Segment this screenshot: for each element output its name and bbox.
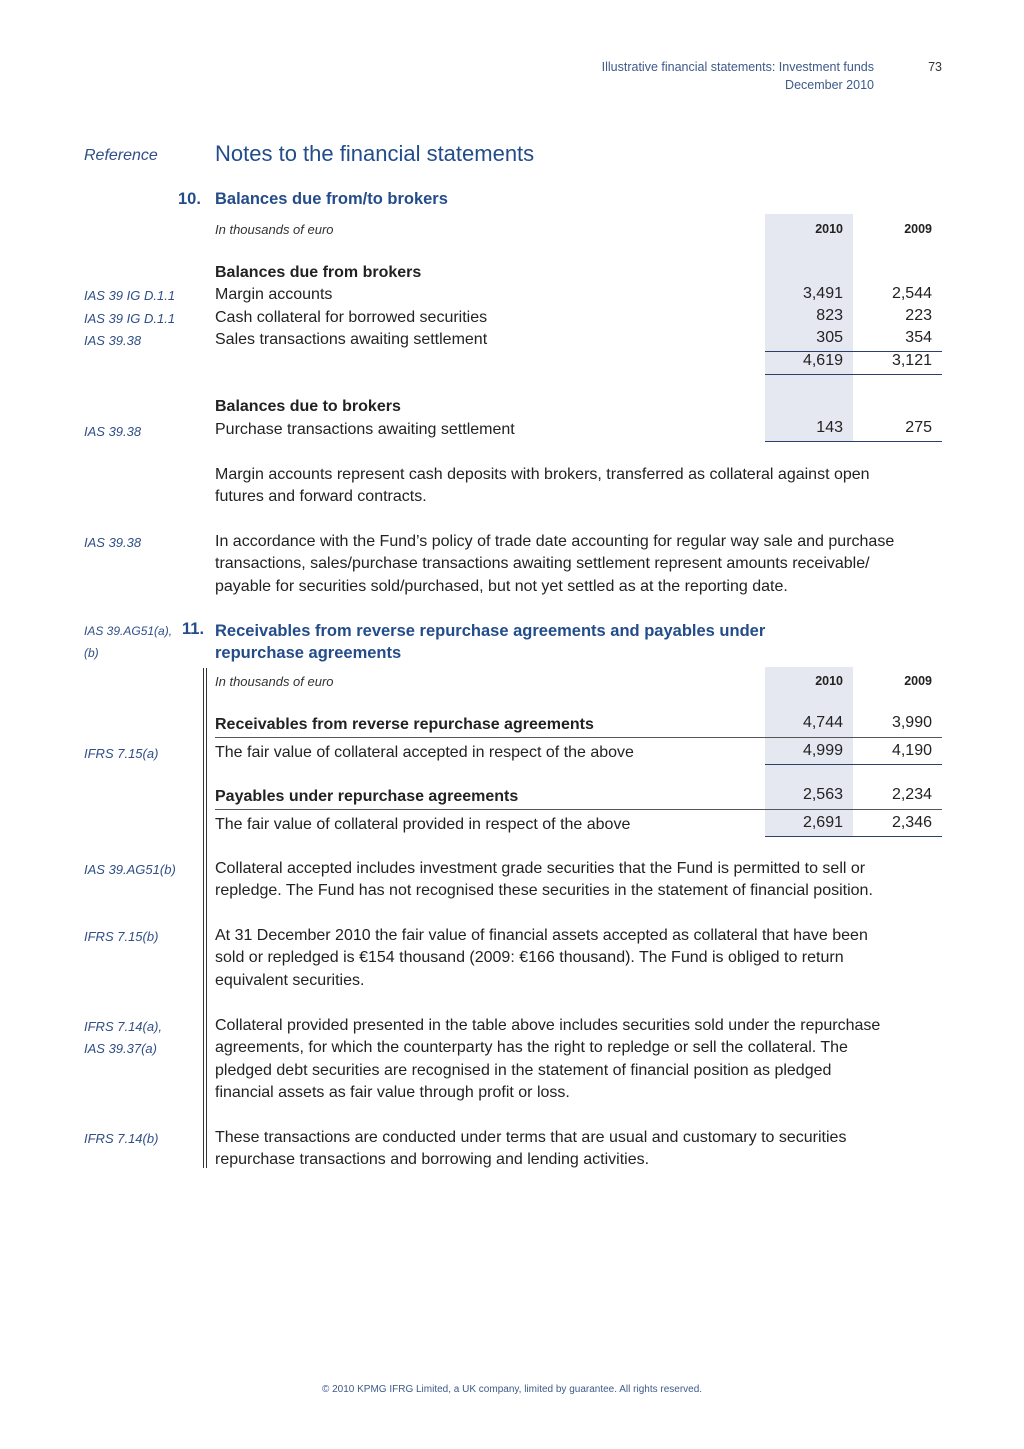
paragraph-ref: IFRS 7.15(b) [84,929,159,944]
table-row-label: Receivables from reverse repurchase agreements [215,716,594,733]
table-row-label: Cash collateral for borrowed securities [215,309,488,326]
table-row-ref: IAS 39.38 [84,333,142,348]
table-cell-2010: 4,744 [802,714,843,731]
paragraph-ref: IFRS 7.14(b) [84,1131,159,1146]
note-11-title-line: Receivables from reverse repurchase agreements and payables under [215,622,766,640]
total-rule [765,764,942,765]
copyright-footer: © 2010 KPMG IFRG Limited, a UK company, limited by guarantee. All rights reserved. [321,1384,703,1395]
table-cell-2010: 143 [816,419,843,436]
note-10-number: 10. [178,190,201,208]
reference-column-label: Reference [84,147,158,164]
table-cell-2009: 3,990 [891,714,932,731]
paragraph-ref: IAS 39.38 [84,535,142,550]
paragraph-line: These transactions are conducted under terms that are usual and customary to securities [215,1129,847,1146]
note-11-title-line: repurchase agreements [215,644,402,662]
paragraph-line: At 31 December 2010 the fair value of financial assets accepted as collateral that have been [215,927,868,944]
margin-change-bar [203,668,204,1168]
table-row-ref: IAS 39.38 [84,424,142,439]
table-cell-2010: 3,491 [802,285,843,302]
paragraph-line: Margin accounts represent cash deposits with brokers, transferred as collateral against open [215,466,870,483]
note-10-units: In thousands of euro [215,222,334,237]
note-11-ref-line-1: IAS 39.AG51(a), [84,624,173,638]
table-cell-2009: 275 [905,419,932,436]
table-row-label: Margin accounts [215,286,333,303]
note-11-number: 11. [182,620,205,638]
paragraph-ref: IAS 39.37(a) [84,1041,157,1056]
paragraph-line: equivalent securities. [215,971,365,989]
paragraph-line: futures and forward contracts. [215,488,427,506]
paragraph-ref: IFRS 7.14(a), [84,1019,163,1034]
paragraph-line: Collateral provided presented in the table above includes securities sold under the repurchase [215,1017,881,1034]
paragraph-line: In accordance with the Fund’s policy of trade date accounting for regular way sale and purchase [215,533,895,550]
row-separator [215,737,942,738]
paragraph-line: Collateral accepted includes investment grade securities that the Fund is permitted to sell or [215,860,866,877]
table-cell-2009: 2,544 [891,285,932,302]
table-row-ref: IAS 39 IG D.1.1 [84,288,176,303]
total-from-brokers-2009: 3,121 [891,352,932,369]
note-10-year-2010: 2010 [815,222,843,236]
balances-due-from-brokers-heading: Balances due from brokers [215,264,422,281]
note-11-title [215,620,765,664]
paragraph-line: agreements, for which the counterparty has the right to repledge or sell the collateral. The [215,1039,848,1057]
table-row-label: The fair value of collateral accepted in respect of the above [215,744,634,761]
page-number: 73 [928,60,942,74]
table-cell-2010: 823 [816,307,843,324]
table-cell-2009: 2,234 [891,786,932,803]
table-row-label: Payables under repurchase agreements [215,788,519,805]
table-cell-2010: 2,563 [802,786,843,803]
paragraph-line: repledge. The Fund has not recognised these securities in the statement of financial position. [215,882,873,900]
table-cell-2009: 2,346 [891,814,932,831]
table-row-label: The fair value of collateral provided in respect of the above [215,816,631,833]
table-cell-2009: 223 [905,307,932,324]
paragraph-line: financial assets as fair value through profit or loss. [215,1083,570,1101]
table-cell-2009: 354 [905,329,932,346]
total-from-brokers-2010: 4,619 [802,352,843,369]
table-cell-2010: 305 [816,329,843,346]
table-cell-2010: 2,691 [802,814,843,831]
row-separator [215,809,942,810]
paragraph-line: transactions, sales/purchase transactions awaiting settlement represent amounts receivable/ [215,555,870,573]
table-row-ref: IAS 39 IG D.1.1 [84,311,176,326]
page-title: Notes to the financial statements [215,141,535,166]
total-rule [765,441,942,442]
note-10-current-year-column-shade [765,214,853,441]
total-rule [765,836,942,837]
table-row-label: Purchase transactions awaiting settlement [215,421,515,438]
running-header-title: Illustrative financial statements: Investment funds [601,60,874,74]
balances-due-to-brokers-heading: Balances due to brokers [215,398,401,415]
total-rule [765,374,942,375]
paragraph-ref: IAS 39.AG51(b) [84,862,176,877]
paragraph-line: repurchase transactions and borrowing and lending activities. [215,1151,650,1169]
table-row-label: Sales transactions awaiting settlement [215,331,488,348]
note-11-ref-line-2: (b) [84,646,99,660]
note-11-year-2010: 2010 [815,674,843,688]
transaction-terms-paragraph [215,1127,945,1172]
note-11-year-2009: 2009 [904,674,932,688]
running-header-date: December 2010 [785,78,874,92]
note-10-title: Balances due from/to brokers [215,190,448,208]
paragraph-line: pledged debt securities are recognised in the statement of financial position as pledged [215,1061,832,1079]
trade-date-accounting-paragraph [215,531,945,598]
paragraph-line: sold or repledged is €154 thousand (2009: €166 thousand). The Fund is obliged to return [215,949,844,967]
collateral-accepted-paragraph [215,858,945,903]
note-10-year-2009: 2009 [904,222,932,236]
fair-value-repledged-paragraph [215,925,945,992]
table-cell-2010: 4,999 [802,742,843,759]
margin-change-bar [206,668,207,1168]
table-cell-2009: 4,190 [891,742,932,759]
table-row-ref: IFRS 7.15(a) [84,746,159,761]
note-11-units: In thousands of euro [215,674,334,689]
margin-accounts-paragraph [215,464,945,509]
collateral-provided-paragraph [215,1015,945,1104]
paragraph-line: payable for securities sold/purchased, but not yet settled as at the reporting date. [215,577,788,595]
